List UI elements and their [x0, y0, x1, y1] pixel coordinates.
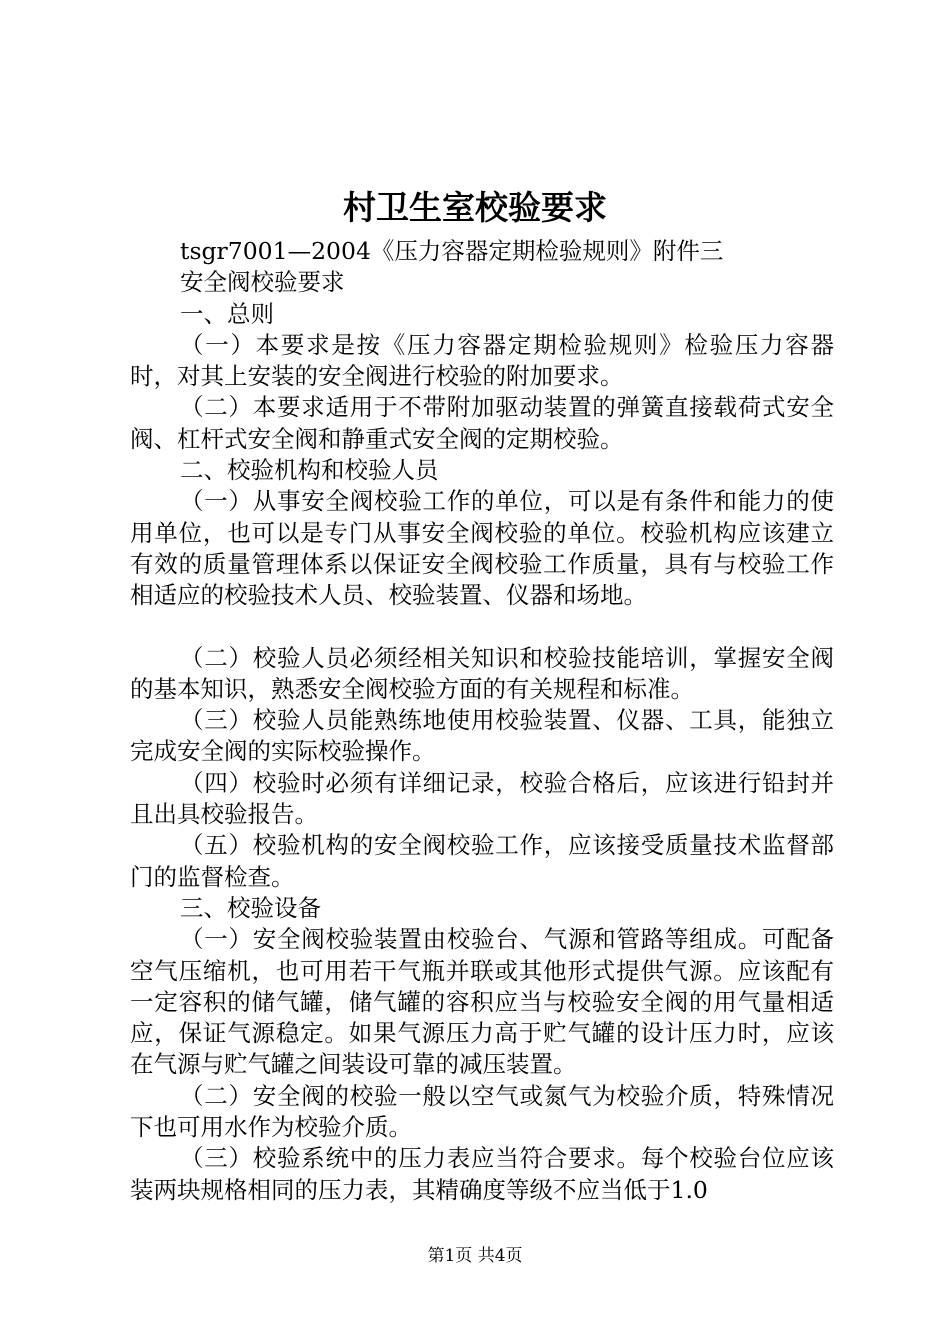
paragraph-institutions-2: （二）校验人员必须经相关知识和校验技能培训，掌握安全阀的基本知识，熟悉安全阀校验方面的有关规程和标准。	[130, 643, 834, 703]
paragraph-institutions-1: （一）从事安全阀校验工作的单位，可以是有条件和能力的使用单位，也可以是专门从事安全阀校验的单位。校验机构应该建立有效的质量管理体系以保证安全阀校验工作质量，具有与校验工作相适应的校验技术人员、校验装置、仪器和场地。	[130, 487, 834, 610]
section-heading-equipment: 三、校验设备	[180, 893, 321, 922]
paragraph-general-2: （二）本要求适用于不带附加驱动装置的弹簧直接载荷式安全阀、杠杆式安全阀和静重式安全阀的定期校验。	[130, 393, 834, 453]
paragraph-general-1: （一）本要求是按《压力容器定期检验规则》检验压力容器时，对其上安装的安全阀进行校验的附加要求。	[130, 330, 834, 391]
document-title: 村卫生室校验要求	[343, 188, 607, 227]
paragraph-equipment-2: （二）安全阀的校验一般以空气或氮气为校验介质，特殊情况下也可用水作为校验介质。	[130, 1081, 834, 1142]
paragraph-heading-safety-valve: 安全阀校验要求	[180, 268, 345, 297]
paragraph-institutions-4: （四）校验时必须有详细记录，校验合格后，应该进行铅封并且出具校验报告。	[130, 768, 834, 829]
document-body	[130, 236, 834, 1206]
paragraph-equipment-1: （一）安全阀校验装置由校验台、气源和管路等组成。可配备空气压缩机，也可用若干气瓶并联或其他形式提供气源。应该配有一定容积的储气罐，储气罐的容积应当与校验安全阀的用气量相适应，保证气源稳定。如果气源压力高于贮气罐的设计压力时，应该在气源与贮气罐之间装设可靠的减压装置。	[130, 925, 834, 1079]
paragraph-institutions-5: （五）校验机构的安全阀校验工作，应该接受质量技术监督部门的监督检查。	[130, 831, 834, 891]
paragraph-institutions-3: （三）校验人员能熟练地使用校验装置、仪器、工具，能独立完成安全阀的实际校验操作。	[130, 706, 834, 766]
paragraph-equipment-3: （三）校验系统中的压力表应当符合要求。每个校验台位应该装两块规格相同的压力表，其精确度等级不应当低于1.0	[130, 1144, 834, 1204]
page-footer: 第1页 共4页	[427, 1246, 523, 1266]
section-heading-general: 一、总则	[180, 299, 274, 328]
paragraph-source-reference: tsgr7001—2004《压力容器定期检验规则》附件三	[180, 237, 724, 265]
section-heading-institutions: 二、校验机构和校验人员	[180, 456, 439, 485]
